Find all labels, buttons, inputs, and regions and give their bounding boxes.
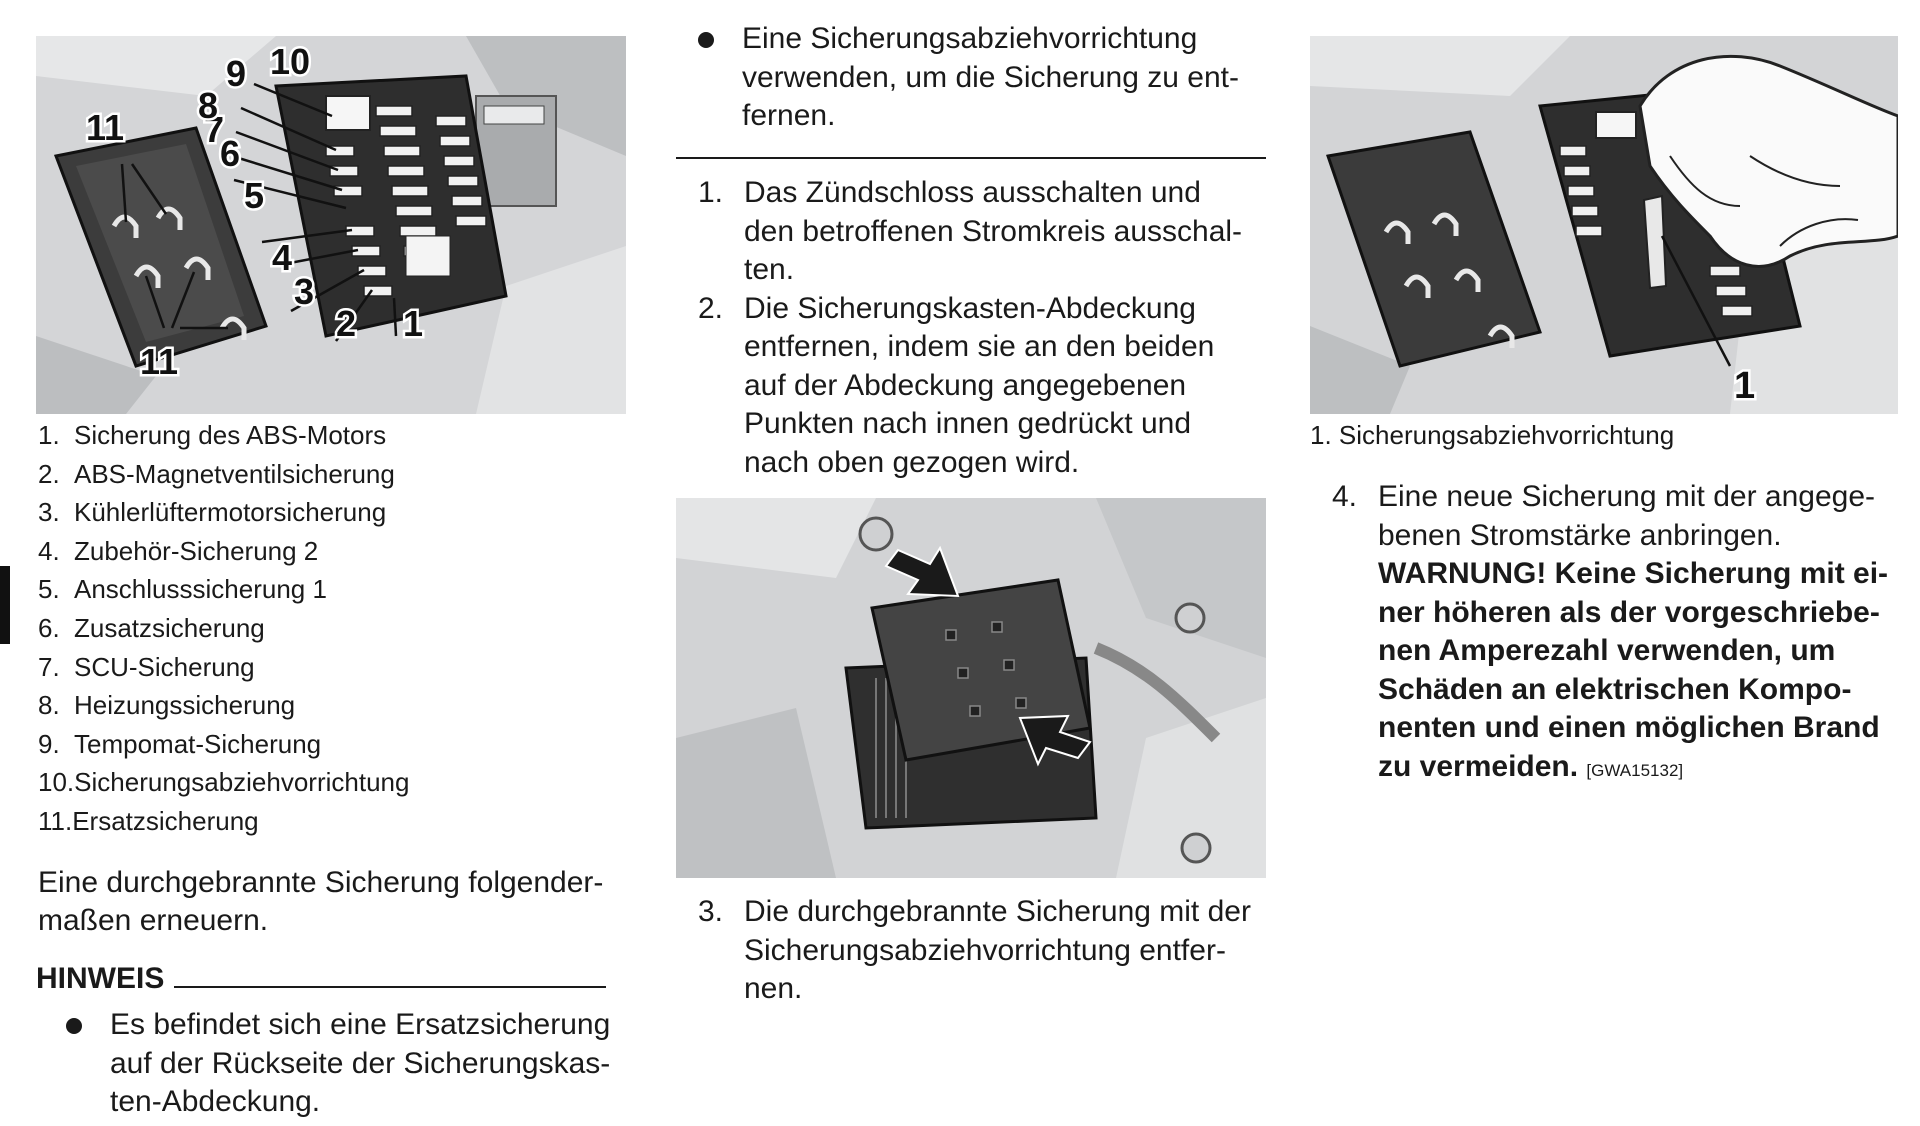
- callout-5: 5: [244, 175, 265, 216]
- note-heading: [36, 962, 630, 996]
- cover-removal-figure: [676, 498, 1266, 878]
- legend-item: 1. Sicherung des ABS-Motors: [38, 420, 387, 450]
- callout-1: 1: [403, 303, 424, 344]
- fuse-puller-figure: [1310, 36, 1898, 414]
- section-divider: [676, 157, 1266, 159]
- callout-11-top: 11: [86, 107, 125, 148]
- cover-removal-illustration: [676, 498, 1266, 878]
- step-4: [1310, 478, 1906, 790]
- legend-item: 11.Ersatzsicherung: [38, 805, 259, 836]
- fuse-legend: [38, 416, 628, 841]
- callout-11-bottom: 11: [140, 341, 179, 382]
- puller-bullet: [698, 20, 1278, 140]
- callout-9: 9: [226, 53, 247, 94]
- step-3: [676, 893, 1276, 1009]
- legend-item: 10.Sicherungsabziehvorrichtung: [38, 767, 410, 798]
- bullet-dot: [66, 1018, 82, 1034]
- note-title: HINWEIS: [36, 962, 165, 995]
- bullet-dot: [698, 32, 714, 48]
- callout-4: 4: [272, 237, 293, 278]
- step-item: 2. Die Sicherungskasten-Abdeckung entfernen, indem sie an den beiden auf der Abdeckung angegebenen Punkten nach innen gedrückt und nach oben gezogen wird.: [698, 291, 1215, 479]
- legend-item: 5. Anschlusssicherung 1: [38, 574, 327, 605]
- warning-text: WARNUNG! Keine Sicherung mit ei- ner höheren als der vorgeschriebe- nen Amperezahl verwenden, um Schäden an elektrischen Kompo- nenten und einen möglichen Brand zu vermeiden. [GWA15132]: [1378, 557, 1889, 783]
- steps-1-2: [676, 174, 1276, 482]
- legend-item: 6. Zusatzsicherung: [38, 612, 265, 643]
- note-bullet-text: Es befindet sich eine Ersatzsicherung auf der Rückseite der Sicherungskas- ten-Abdeckung.: [110, 1008, 611, 1118]
- callout-6: 6: [220, 133, 241, 174]
- legend-item: 3. Kühlerlüftermotorsicherung: [38, 497, 387, 528]
- callout-10: 10: [270, 41, 311, 82]
- callout-2: 2: [336, 303, 357, 344]
- note-rule: [174, 986, 606, 988]
- legend-item: 7. SCU-Sicherung: [38, 651, 255, 682]
- fuse-box-illustration: [36, 36, 626, 414]
- callout-7: 7: [204, 109, 225, 150]
- legend-item: 8. Heizungssicherung: [38, 690, 296, 721]
- note-bullet: [66, 1006, 666, 1126]
- figure-caption: 1. Sicherungsabziehvorrichtung: [1310, 420, 1675, 450]
- callout-puller: 1: [1734, 365, 1756, 407]
- puller-bullet-text: Eine Sicherungsabziehvorrichtung verwenden, um die Sicherung zu ent- fernen.: [742, 22, 1239, 132]
- legend-item: 9. Tempomat-Sicherung: [38, 728, 322, 759]
- callout-8: 8: [198, 85, 219, 126]
- step-item: 1. Das Zündschloss ausschalten und den betroffenen Stromkreis ausschal- ten.: [698, 176, 1243, 286]
- intro-paragraph: Eine durchgebrannte Sicherung folgender- maßen erneuern.: [38, 866, 604, 937]
- legend-item: 4. Zubehör-Sicherung 2: [38, 535, 319, 566]
- fuse-puller-illustration: [1310, 36, 1898, 414]
- step-item: 3. Die durchgebrannte Sicherung mit der Sicherungsabziehvorrichtung entfer- nen.: [698, 895, 1251, 1005]
- fuse-box-figure: [36, 36, 626, 414]
- page-edge-tab: [0, 566, 10, 644]
- warning-code: [GWA15132]: [1586, 760, 1684, 780]
- step-item: 4. Eine neue Sicherung mit der angege- benen Stromstärke anbringen. WARNUNG! Keine Sicherung mit ei- ner höheren als der vorgeschriebe- nen Amperezahl verwenden, um Schäden an elektrischen Kompo- nenten und einen möglichen Brand zu vermeiden. [GWA15132]: [1332, 480, 1889, 783]
- callout-3: 3: [294, 271, 315, 312]
- legend-item: 2. ABS-Magnetventilsicherung: [38, 458, 395, 489]
